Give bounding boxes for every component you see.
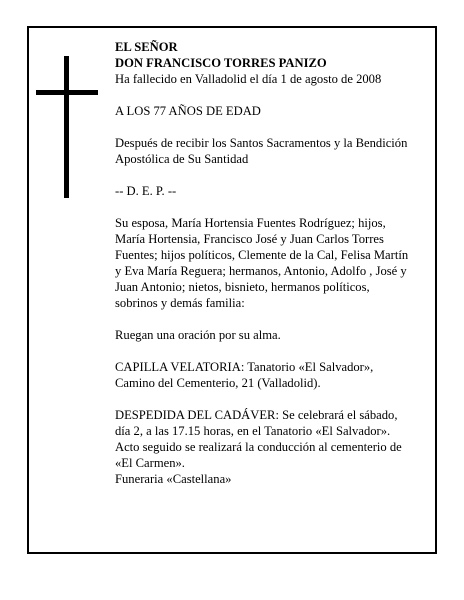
cross-vertical-bar <box>64 56 69 198</box>
farewell-info: DESPEDIDA DEL CADÁVER: Se celebrará el sábado, día 2, a las 17.15 horas, en el Tanatorio «El Salvador». Acto seguido se realizará la conducción al cementerio de «El Carmen». <box>115 408 402 470</box>
age-statement: A LOS 77 AÑOS DE EDAD <box>115 104 261 118</box>
latin-cross-icon <box>36 56 98 198</box>
deceased-name: DON FRANCISCO TORRES PANIZO <box>115 56 327 70</box>
prayer-request: Ruegan una oración por su alma. <box>115 328 281 342</box>
death-statement: Ha fallecido en Valladolid el día 1 de agosto de 2008 <box>115 72 382 86</box>
sacraments-paragraph: Después de recibir los Santos Sacramentos y la Bendición Apostólica de Su Santidad <box>115 136 408 166</box>
cross-horizontal-bar <box>36 90 98 95</box>
title-honorific: EL SEÑOR <box>115 40 178 54</box>
rip-line: -- D. E. P. -- <box>115 184 177 198</box>
funeral-home: Funeraria «Castellana» <box>115 472 232 486</box>
family-paragraph: Su esposa, María Hortensia Fuentes Rodríguez; hijos, María Hortensia, Francisco José y Juan Carlos Torres Fuentes; hijos políticos, Clemente de la Cal, Felisa Martín y Eva María Reguera; hermanos, Antonio, Adolfo , José y Juan Antonio; nietos, bisnieto, hermanos políticos, sobrinos y demás familia: <box>115 216 409 310</box>
chapel-info: CAPILLA VELATORIA: Tanatorio «El Salvador», Camino del Cementerio, 21 (Valladolid). <box>115 360 374 390</box>
obituary-text <box>115 39 415 487</box>
